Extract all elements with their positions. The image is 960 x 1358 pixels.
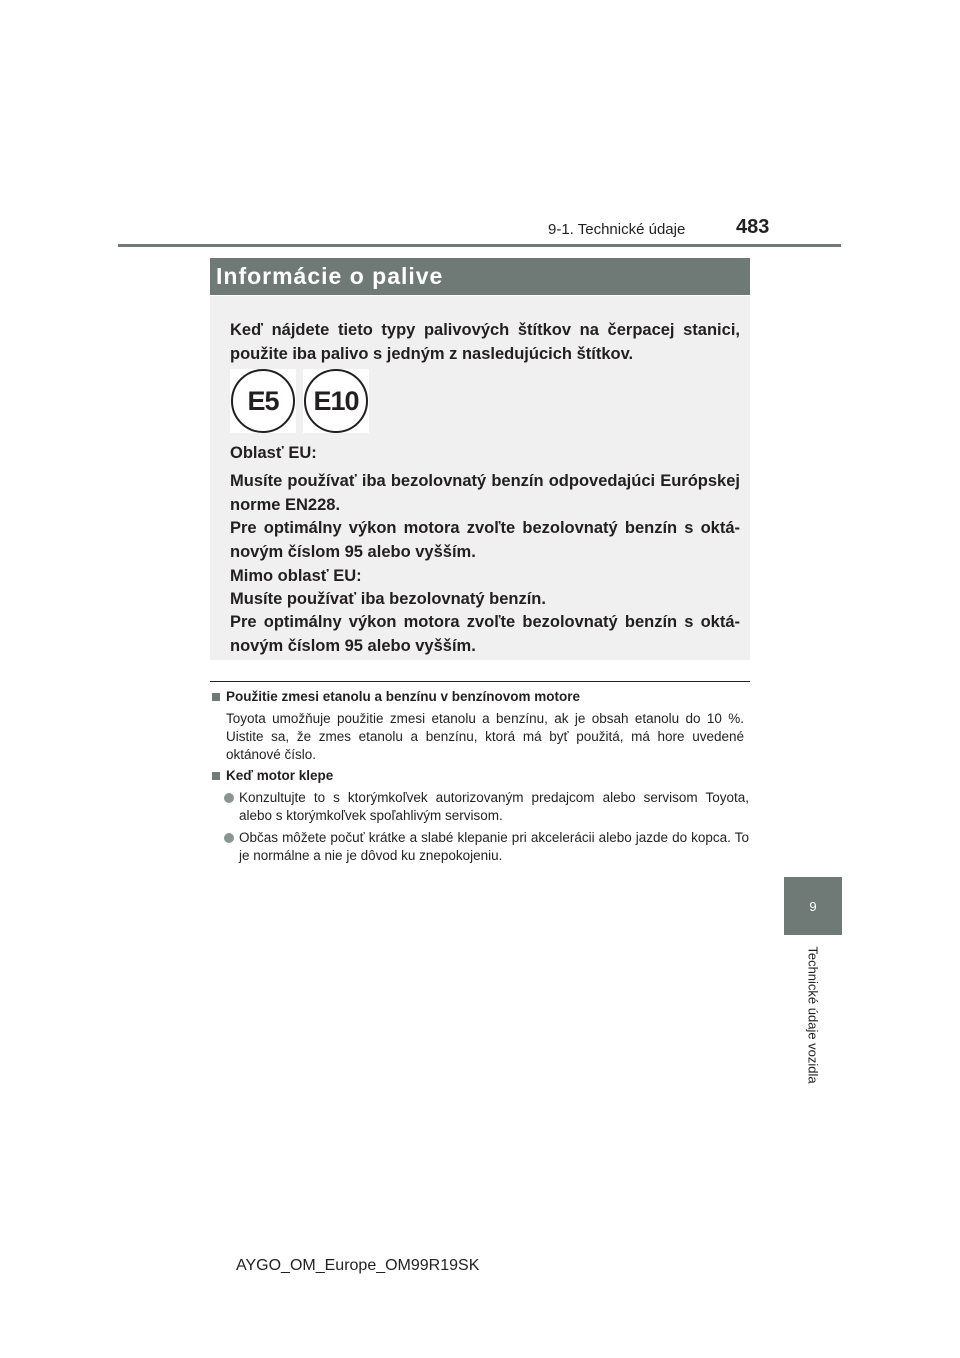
square-bullet-icon: [212, 693, 220, 701]
page-title: Informácie o palive: [210, 258, 750, 295]
ethanol-heading: [212, 689, 580, 704]
square-bullet-icon: [212, 772, 220, 780]
chapter-tab: [784, 877, 842, 935]
chapter-number: 9: [809, 898, 817, 914]
e10-label-circle: E10: [304, 369, 368, 433]
fuel-label-e5: [230, 369, 296, 433]
header-divider: [118, 244, 841, 247]
knock-bullet-2: Občas môžete počuť krátke a slabé klepanie pri akcelerácii alebo jazde do kopca. To je normálne a nie je dôvod ku znepokojeniu.: [239, 830, 749, 863]
eu-heading: Oblasť EU:: [230, 444, 317, 462]
eu-text-2: Pre optimálny výkon motora zvoľte bezolovnatý benzín s oktá-novým číslom 95 alebo vyšším.: [230, 519, 740, 561]
section-title: 9-1. Technické údaje: [548, 221, 686, 238]
section-divider: [210, 681, 750, 682]
ethanol-text: Toyota umožňuje použitie zmesi etanolu a benzínu, ak je obsah etanolu do 10 %. Uistite sa, že zmes etanolu a benzínu, ktorá má byť použitá, má hore uvedené oktánové číslo.: [226, 711, 744, 762]
noneu-text-2: Pre optimálny výkon motora zvoľte bezolovnatý benzín s oktá-novým číslom 95 alebo vyšším.: [230, 613, 740, 655]
fuel-label-e10: [303, 369, 369, 433]
circle-bullet-icon: [224, 793, 234, 803]
noneu-text-1: Musíte používať iba bezolovnatý benzín.: [230, 590, 546, 608]
document-footer: AYGO_OM_Europe_OM99R19SK: [236, 1257, 480, 1274]
page-number: 483: [736, 216, 770, 238]
chapter-label: Technické údaje vozidla: [805, 946, 821, 1084]
e5-label-circle: E5: [231, 369, 295, 433]
noneu-heading: Mimo oblasť EU:: [230, 567, 362, 585]
knock-heading: [212, 768, 333, 783]
intro-text: Keď nájdete tieto typy palivových štítkov na čerpacej stanici, použite iba palivo s jedným z nasledujúcich štítkov.: [230, 321, 740, 363]
ethanol-heading-text: Použitie zmesi etanolu a benzínu v benzínovom motore: [226, 689, 581, 704]
knock-bullet-1: Konzultujte to s ktorýmkoľvek autorizovaným predajcom alebo servisom Toyota, alebo s ktorýmkoľvek spoľahlivým servisom.: [239, 790, 749, 823]
eu-text-1: Musíte používať iba bezolovnatý benzín odpovedajúci Európskej norme EN228.: [230, 472, 740, 514]
circle-bullet-icon: [224, 833, 234, 843]
knock-heading-text: Keď motor klepe: [226, 768, 334, 783]
